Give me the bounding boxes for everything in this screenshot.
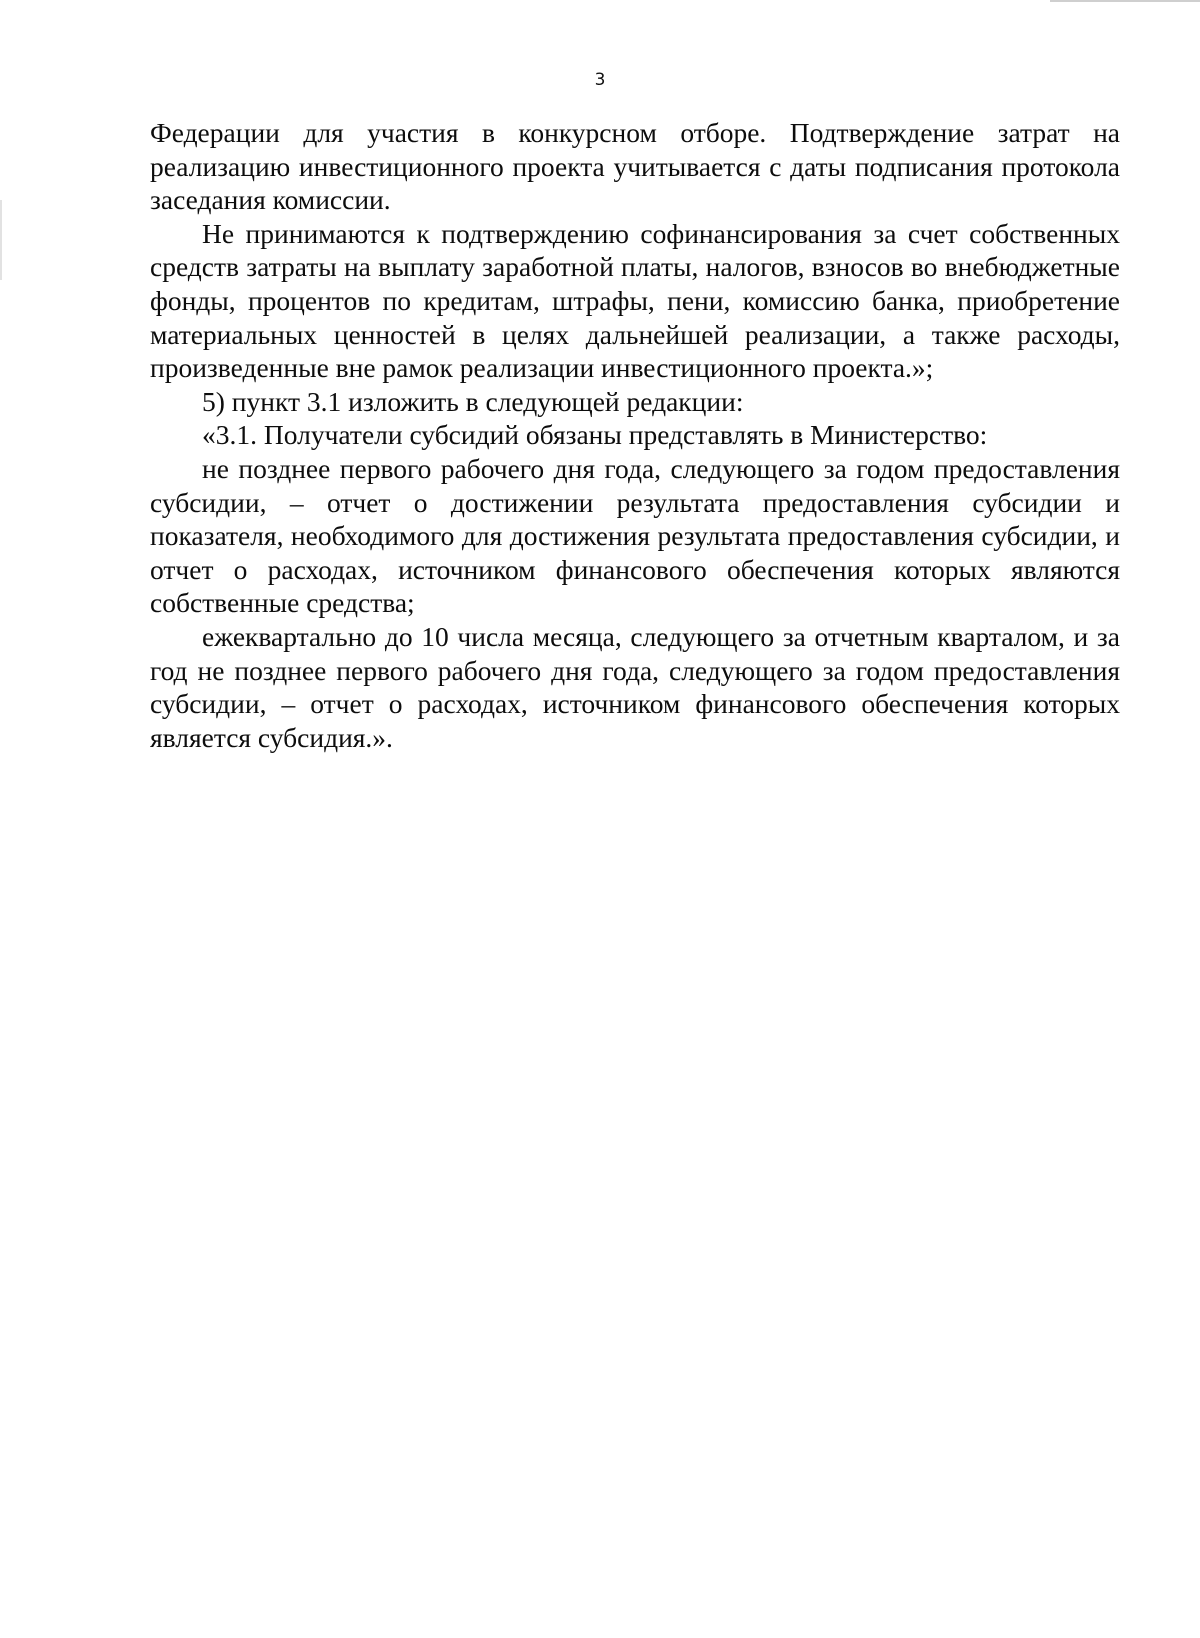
document-body xyxy=(150,116,1120,754)
paragraph-quarterly-report: ежеквартально до 10 числа месяца, следующего за отчетным кварталом, и за год не позднее первого рабочего дня года, следующего за годом предоставления субсидии, – отчет о расходах, источником финансового обеспечения которых является субсидия.». xyxy=(150,620,1120,753)
paragraph-annual-report: не позднее первого рабочего дня года, следующего за годом предоставления субсидии, – отчет о достижении результата предоставления субсидии и показателя, необходимого для достижения результата предоставления субсидии, и отчет о расходах, источником финансового обеспечения которых являются собственные средства; xyxy=(150,452,1120,619)
paragraph-clause-3-1: «3.1. Получатели субсидий обязаны представлять в Министерство: xyxy=(202,419,988,451)
scan-edge-mark xyxy=(1050,0,1200,2)
page-number: 3 xyxy=(594,70,606,90)
paragraph-exclusions: Не принимаются к подтверждению софинансирования за счет собственных средств затраты на выплату заработной платы, налогов, взносов во внебюджетные фонды, процентов по кредитам, штрафы, пени, комиссию банка, приобретение материальных ценностей в целях дальнейшей реализации, а также расходы, произведенные вне рамок реализации инвестиционного проекта.»; xyxy=(150,217,1120,384)
scan-edge-mark-left xyxy=(0,200,2,280)
paragraph-amendment-item-5: 5) пункт 3.1 изложить в следующей редакции: xyxy=(202,385,744,417)
paragraph-continuation: Федерации для участия в конкурсном отборе. Подтверждение затрат на реализацию инвестиционного проекта учитывается с даты подписания протокола заседания комиссии. xyxy=(150,117,1120,216)
